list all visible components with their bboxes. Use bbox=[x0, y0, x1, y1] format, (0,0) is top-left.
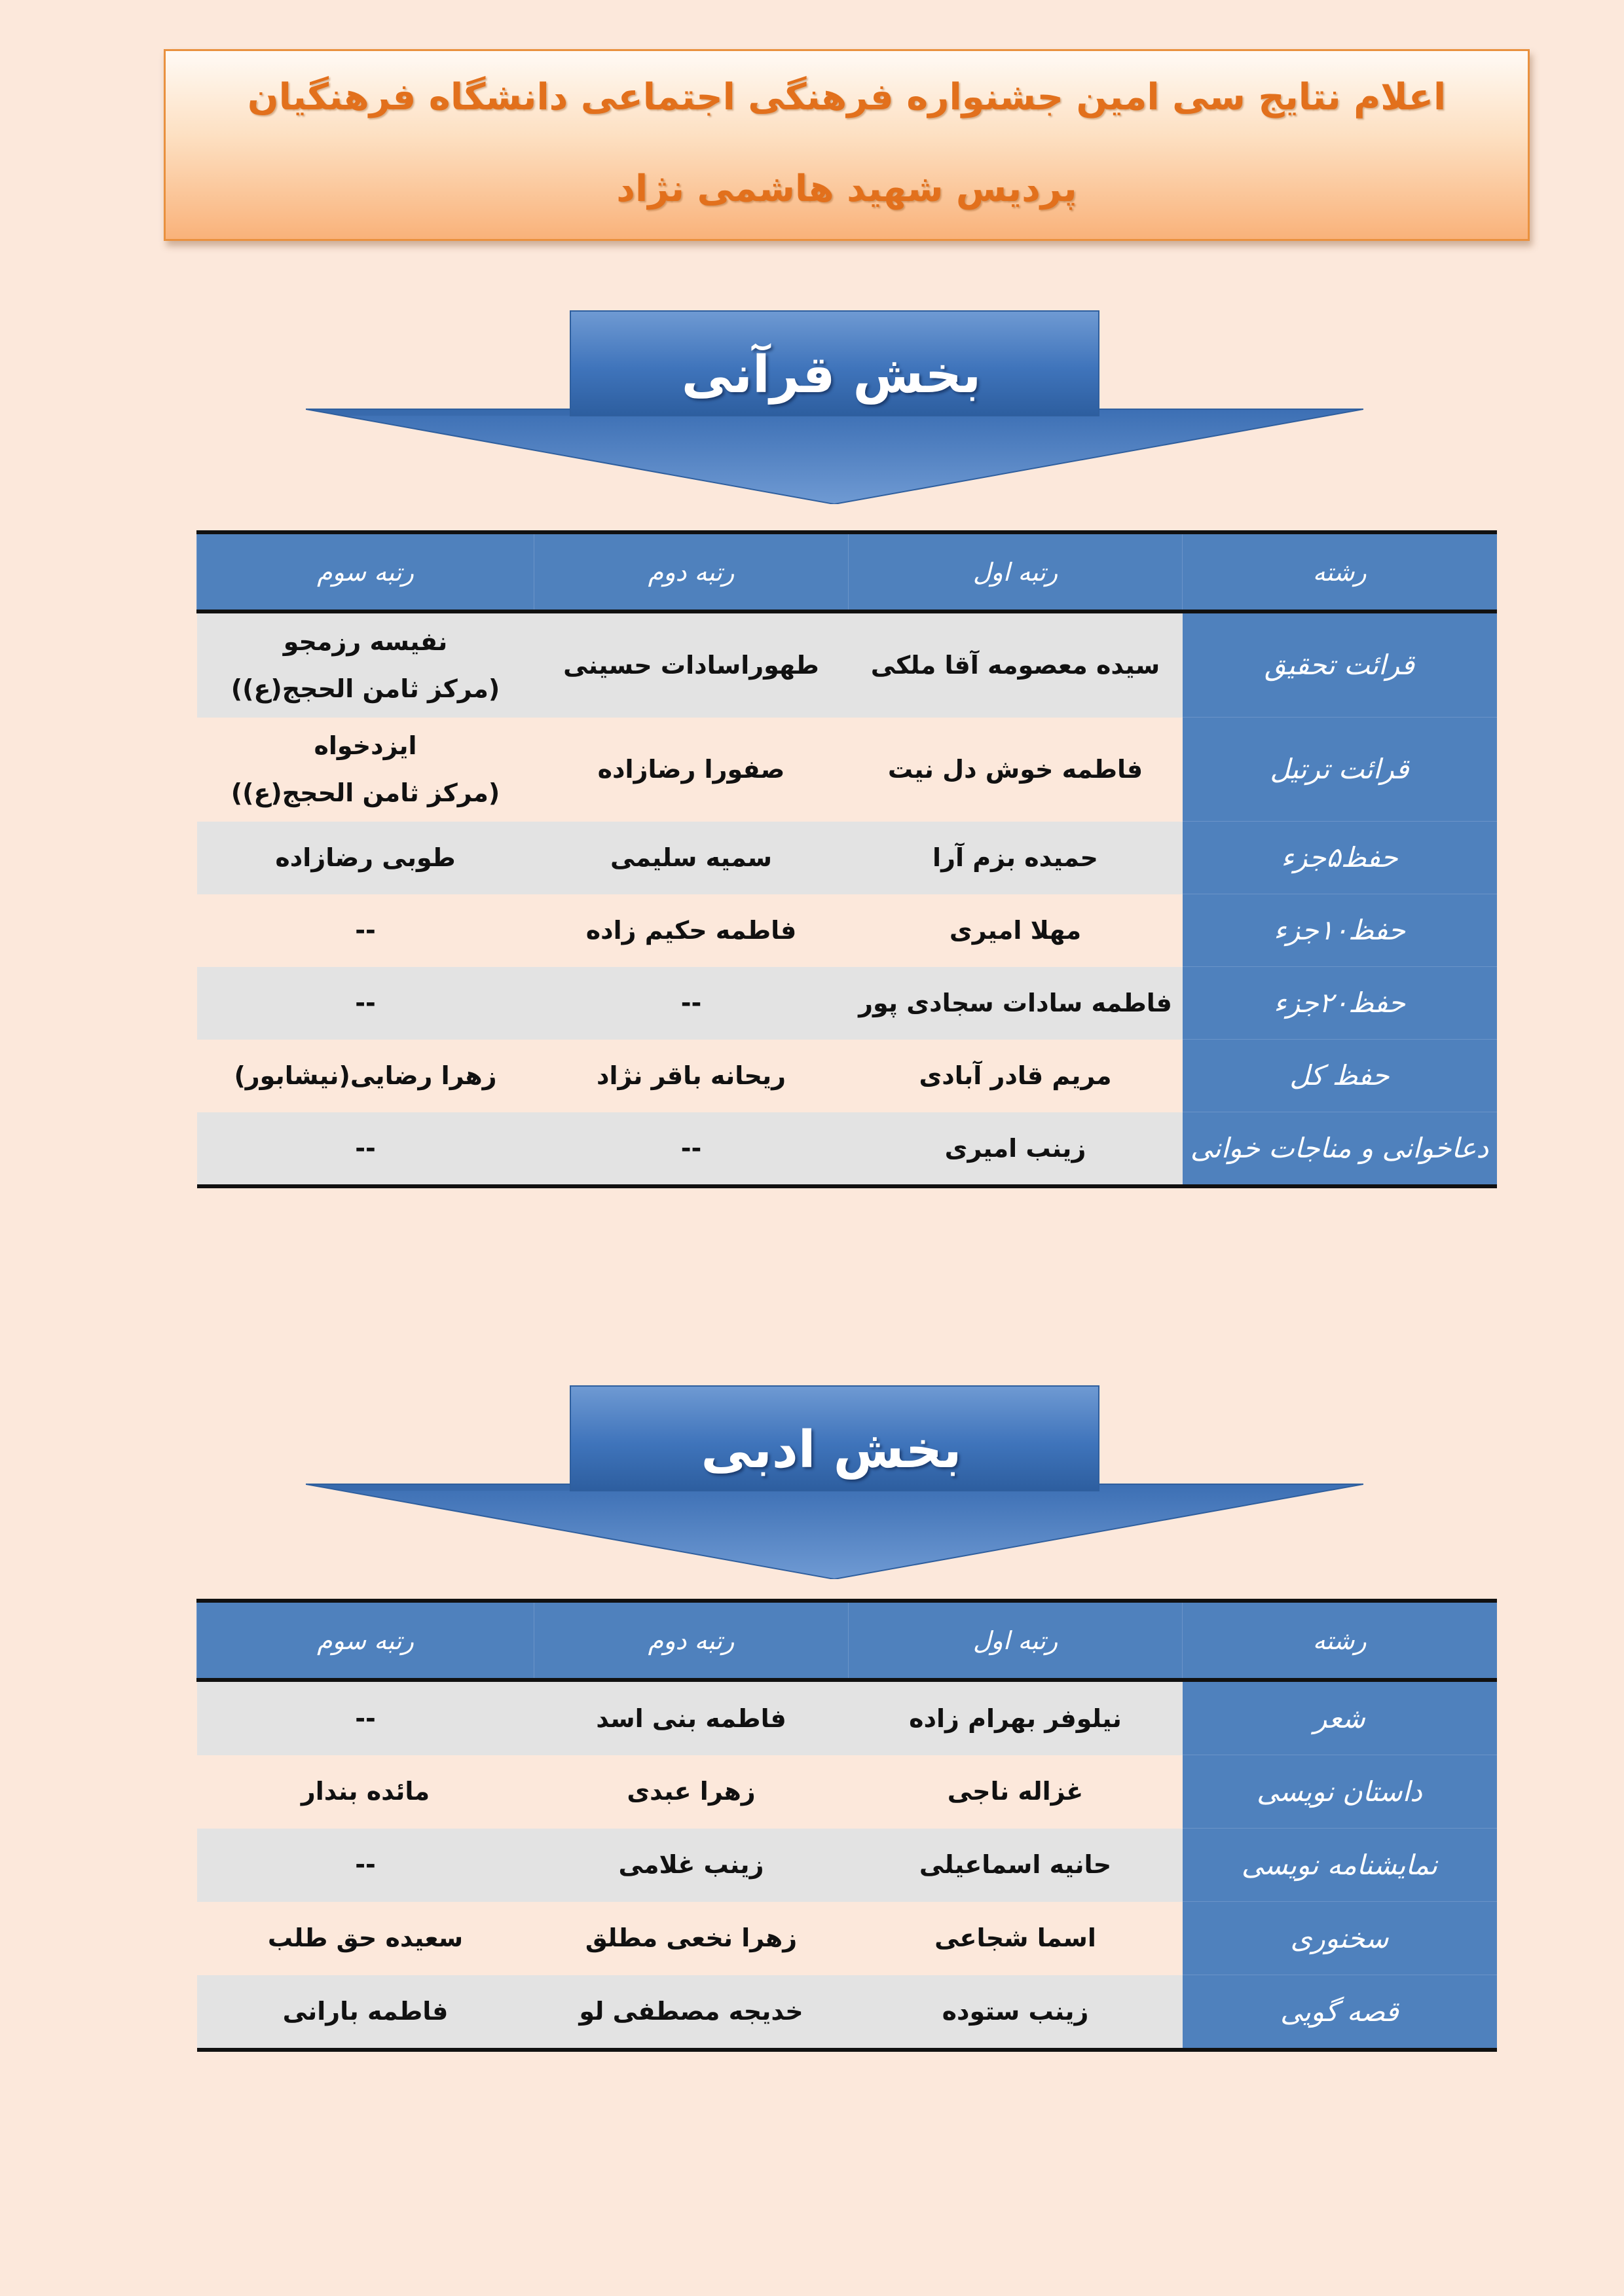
rank1-cell: مهلا امیری bbox=[849, 894, 1183, 967]
rank1-cell: حمیده بزم آرا bbox=[849, 822, 1183, 894]
field-cell: سخنوری bbox=[1183, 1902, 1497, 1975]
page-subtitle: پردیس شهید هاشمی نژاد bbox=[616, 168, 1077, 210]
title-banner bbox=[164, 49, 1530, 241]
page-title: اعلام نتایج سی امین جشنواره فرهنگی اجتماعی دانشگاه فرهنگیان bbox=[247, 76, 1447, 118]
field-cell: نمایشنامه نویسی bbox=[1183, 1829, 1497, 1902]
rank2-cell: فاطمه حکیم زاده bbox=[534, 894, 849, 967]
table-row bbox=[197, 611, 1497, 718]
column-header-rank2: رتبه دوم bbox=[534, 532, 849, 611]
rank1-cell: زینب ستوده bbox=[849, 1975, 1183, 2050]
field-cell: شعر bbox=[1183, 1680, 1497, 1755]
down-arrow-shape bbox=[306, 308, 1363, 504]
column-header-field: رشته bbox=[1183, 1601, 1497, 1680]
rank3-cell bbox=[197, 611, 534, 718]
rank3-cell: سعیده حق طلب bbox=[197, 1902, 534, 1975]
rank1-cell: مریم قادر آبادی bbox=[849, 1040, 1183, 1112]
table-row bbox=[197, 1112, 1497, 1187]
rank3-note: (مرکز ثامن الحجج(ع)) bbox=[231, 778, 500, 807]
rank2-cell: -- bbox=[534, 967, 849, 1040]
rank3-name: ایزدخواه bbox=[314, 731, 417, 760]
rank3-cell: -- bbox=[197, 1829, 534, 1902]
column-header-rank1: رتبه اول bbox=[849, 532, 1183, 611]
rank1-cell: سیده معصومه آقا ملکی bbox=[849, 611, 1183, 718]
results-table-quran bbox=[196, 530, 1497, 1188]
table-row bbox=[197, 1755, 1497, 1829]
field-cell: حفظ۵جزء bbox=[1183, 822, 1497, 894]
rank1-cell: زینب امیری bbox=[849, 1112, 1183, 1187]
section-title-quran: بخش قرآنی bbox=[681, 346, 982, 405]
column-header-rank3: رتبه سوم bbox=[197, 532, 534, 611]
rank3-note: (مرکز ثامن الحجج(ع)) bbox=[231, 674, 500, 704]
rank2-cell: زهرا عبدی bbox=[534, 1755, 849, 1829]
column-header-rank2: رتبه دوم bbox=[534, 1601, 849, 1680]
rank2-cell: فاطمه بنی اسد bbox=[534, 1680, 849, 1755]
field-cell: قرائت ترتیل bbox=[1183, 718, 1497, 822]
field-cell: حفظ کل bbox=[1183, 1040, 1497, 1112]
section-title-adabi: بخش ادبی bbox=[701, 1421, 962, 1480]
section-arrow-adabi bbox=[306, 1383, 1363, 1579]
rank1-cell: حانیه اسماعیلی bbox=[849, 1829, 1183, 1902]
table-row bbox=[197, 822, 1497, 894]
table-header-row bbox=[197, 1601, 1497, 1680]
rank2-cell: صفورا رضازاده bbox=[534, 718, 849, 822]
rank3-cell: فاطمه بارانی bbox=[197, 1975, 534, 2050]
rank2-cell: زینب غلامی bbox=[534, 1829, 849, 1902]
rank3-cell: -- bbox=[197, 967, 534, 1040]
rank3-cell: طوبی رضازاده bbox=[197, 822, 534, 894]
column-header-field: رشته bbox=[1183, 532, 1497, 611]
rank2-cell: -- bbox=[534, 1112, 849, 1187]
field-cell: داستان نویسی bbox=[1183, 1755, 1497, 1829]
rank1-cell: فاطمه سادات سجادی پور bbox=[849, 967, 1183, 1040]
table-row bbox=[197, 967, 1497, 1040]
rank2-cell: طهوراسادات حسینی bbox=[534, 611, 849, 718]
table-row bbox=[197, 894, 1497, 967]
rank3-cell: -- bbox=[197, 1112, 534, 1187]
field-cell: حفظ۲۰جزء bbox=[1183, 967, 1497, 1040]
rank3-cell: -- bbox=[197, 1680, 534, 1755]
rank2-cell: خدیجه مصطفی لو bbox=[534, 1975, 849, 2050]
rank3-cell: -- bbox=[197, 894, 534, 967]
table-row bbox=[197, 1829, 1497, 1902]
column-header-rank3: رتبه سوم bbox=[197, 1601, 534, 1680]
table-row bbox=[197, 718, 1497, 822]
rank2-cell: زهرا نخعی مطلق bbox=[534, 1902, 849, 1975]
table-header-row bbox=[197, 532, 1497, 611]
section-arrow-quran bbox=[306, 308, 1363, 504]
rank2-cell: سمیه سلیمی bbox=[534, 822, 849, 894]
rank1-cell: نیلوفر بهرام زاده bbox=[849, 1680, 1183, 1755]
column-header-rank1: رتبه اول bbox=[849, 1601, 1183, 1680]
rank3-cell bbox=[197, 718, 534, 822]
rank1-cell: اسما شجاعی bbox=[849, 1902, 1183, 1975]
field-cell: حفظ۱۰جزء bbox=[1183, 894, 1497, 967]
down-arrow-shape bbox=[306, 1383, 1363, 1579]
field-cell: قرائت تحقیق bbox=[1183, 611, 1497, 718]
rank1-cell: غزاله ناجی bbox=[849, 1755, 1183, 1829]
rank3-cell: زهرا رضایی(نیشابور) bbox=[197, 1040, 534, 1112]
table-row bbox=[197, 1975, 1497, 2050]
rank3-cell: مائده بندار bbox=[197, 1755, 534, 1829]
field-cell: قصه گویی bbox=[1183, 1975, 1497, 2050]
rank3-name: نفیسه رزمجو bbox=[283, 627, 448, 657]
rank1-cell: فاطمه خوش دل نیت bbox=[849, 718, 1183, 822]
table-row bbox=[197, 1040, 1497, 1112]
rank2-cell: ریحانه باقر نژاد bbox=[534, 1040, 849, 1112]
results-table-adabi bbox=[196, 1599, 1497, 2052]
table-row bbox=[197, 1902, 1497, 1975]
field-cell: دعاخوانی و مناجات خوانی bbox=[1183, 1112, 1497, 1187]
table-row bbox=[197, 1680, 1497, 1755]
